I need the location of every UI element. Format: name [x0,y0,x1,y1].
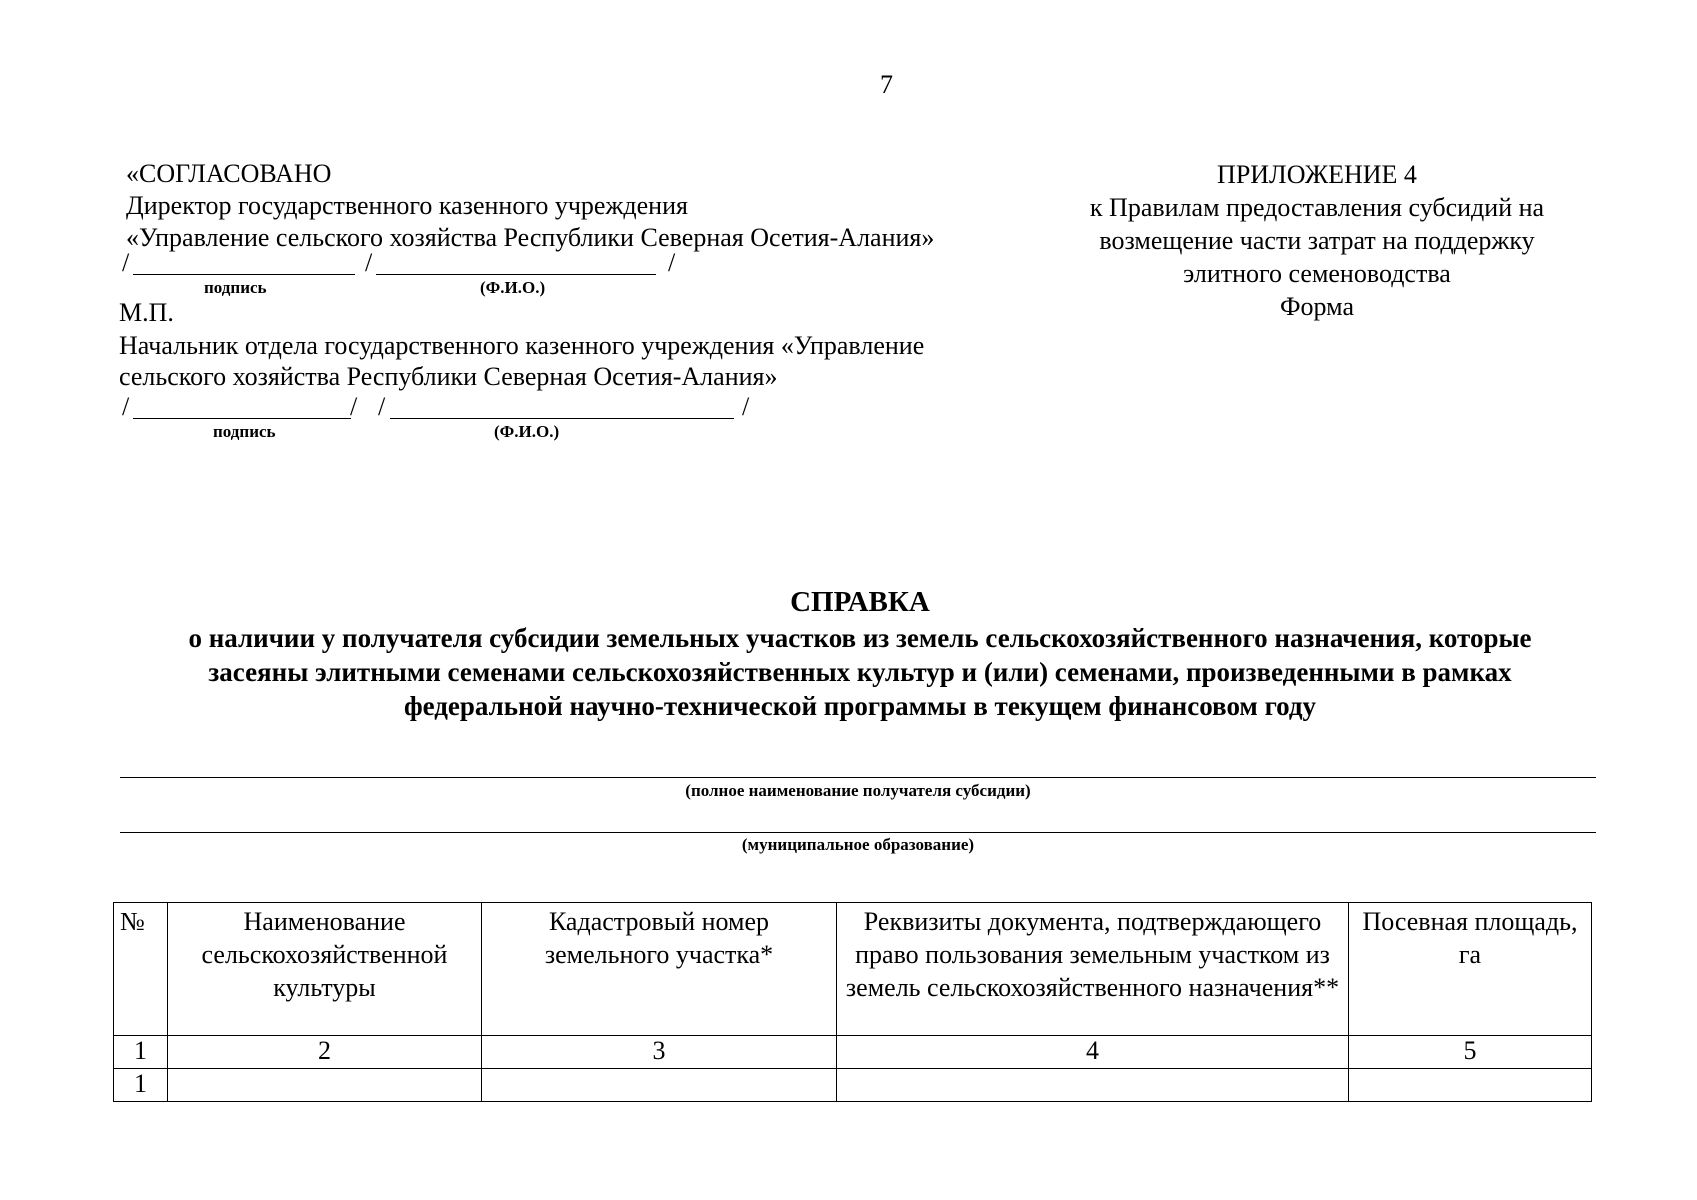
appendix-title: ПРИЛОЖЕНИЕ 4 [1217,160,1417,189]
form-label: Форма [1280,292,1354,321]
land-plots-table [113,902,1592,1102]
recipient-caption: (полное наименование получателя субсидии) [685,781,1031,800]
director-name-line [376,274,656,275]
head-title-line1: Начальник отдела государственного казенного учреждения «Управление [119,331,925,360]
table-cell [837,1069,1349,1102]
name-caption: (Ф.И.О.) [494,422,560,441]
municipality-caption: (муниципальное образование) [741,835,975,854]
certificate-subtitle-line2: засеяны элитными семенами сельскохозяйственных культур и (или) семенами, произведенными в рамках [208,657,1512,687]
slash: / [350,392,358,421]
director-title-line2: «Управление сельского хозяйства Республики Северная Осетия-Алания» [126,223,935,252]
head-title-line2: сельского хозяйства Республики Северная Осетия-Алания» [119,362,778,391]
page-number: 7 [880,70,893,99]
director-title-line1: Директор государственного казенного учреждения [126,191,688,220]
table-cell [482,1069,837,1102]
table-header-row [114,903,1592,1036]
table-cell: 3 [482,1036,837,1069]
table-row [114,1069,1592,1102]
certificate-subtitle-line3: федеральной научно-технической программы в текущем финансовом году [403,691,1317,721]
column-header-cadastral: Кадастровый номер земельного участка* [482,903,837,1036]
column-header-area: Посевная площадь, га [1349,903,1592,1036]
director-signature-line [133,274,355,275]
table-cell [1349,1069,1592,1102]
slash: / [122,392,130,421]
table-cell: 5 [1349,1036,1592,1069]
signature-caption: подпись [204,278,267,297]
approval-block [126,158,934,254]
appendix-line2: возмещение части затрат на поддержку [1099,226,1535,255]
stamp-label: М.П. [119,298,174,327]
name-caption: (Ф.И.О.) [480,278,546,297]
appendix-line1: к Правилам предоставления субсидий на [1089,193,1545,222]
approval-label: «СОГЛАСОВАНО [126,159,332,188]
head-name-line [390,418,734,419]
column-header-number: № [114,903,168,1036]
column-header-document: Реквизиты документа, подтверждающего право пользования земельным участком из земель сельскохозяйственного назначения** [837,903,1349,1036]
head-signature-line [133,418,351,419]
recipient-name-field [120,777,1596,778]
table-cell: 2 [168,1036,482,1069]
slash: / [668,248,676,277]
certificate-heading: СПРАВКА [790,586,930,618]
table-cell [168,1069,482,1102]
certificate-subtitle-line1: о наличии у получателя субсидии земельных участков из земель сельскохозяйственного назначения, которые [188,623,1532,653]
slash: / [378,392,386,421]
municipality-field [120,832,1596,833]
table-cell: 1 [114,1036,168,1069]
signature-caption: подпись [213,422,276,441]
column-header-crop: Наименование сельскохозяйственной культуры [168,903,482,1036]
slash: / [365,248,373,277]
slash: / [122,248,130,277]
certificate-title [120,585,1600,723]
table-cell: 1 [114,1069,168,1102]
appendix-line3: элитного семеноводства [1183,259,1451,288]
table-cell: 4 [837,1036,1349,1069]
column-number-row [114,1036,1592,1069]
slash: / [742,392,750,421]
appendix-block [1047,158,1587,323]
